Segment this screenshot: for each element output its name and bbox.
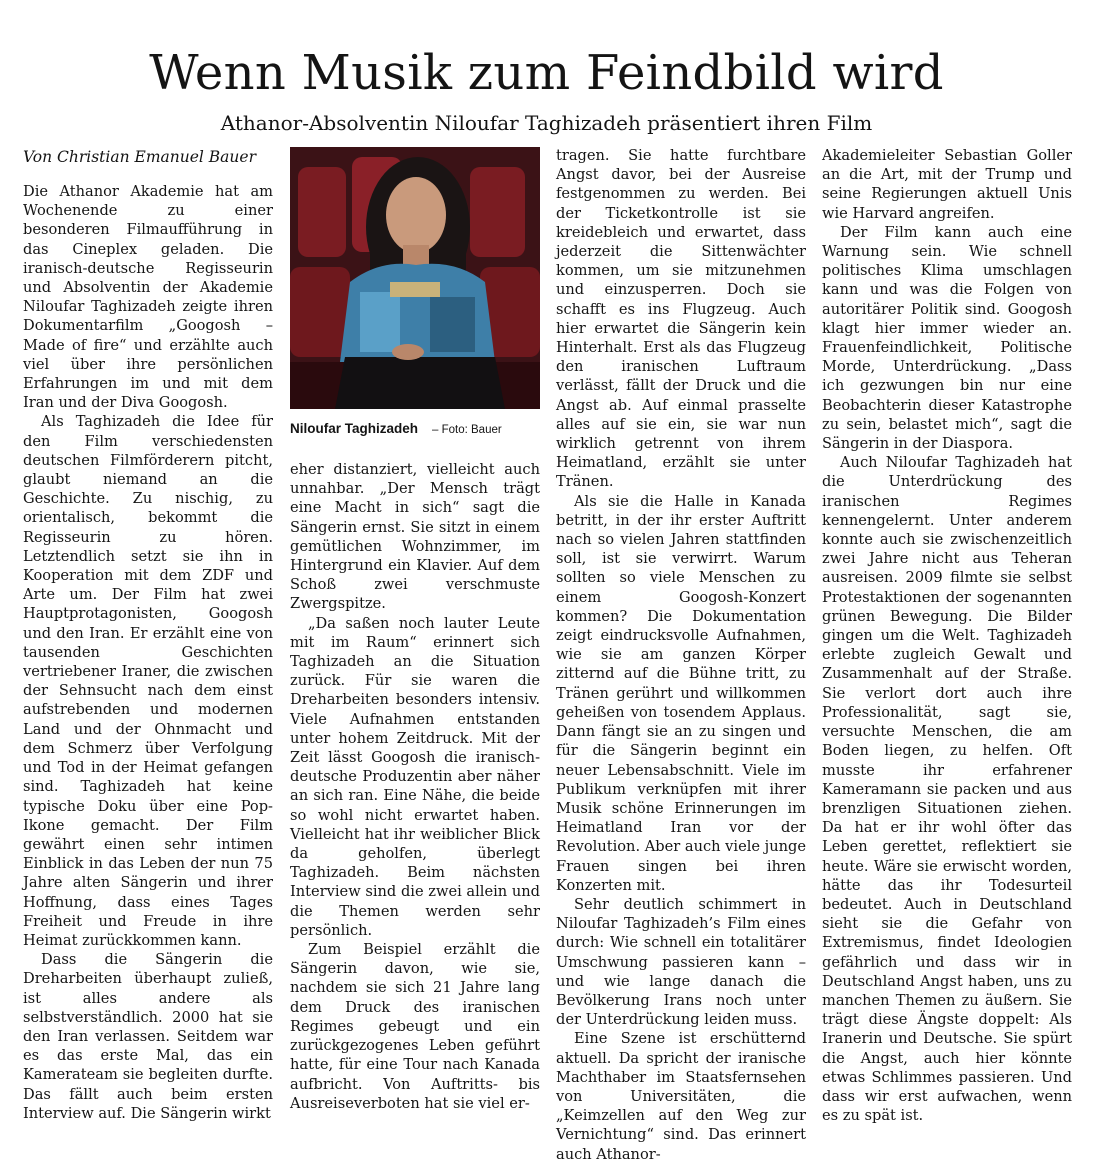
paragraph: Dass die Sängerin die Dreharbeiten überhaupt zuließ, ist alles andere als selbstverständlich. 2000 hat sie den Iran verlassen. Seitdem war es das erste Mal, das ein Kamerateam sie begleiten durfte. Das fällt auch beim ersten Interview auf. Die Sängerin wirkt	[23, 951, 273, 1122]
paragraph: Eine Szene ist erschütternd aktuell. Da spricht der iranische Machthaber im Staatsfernsehen von Universitäten, die „Keimzellen auf den Weg zur Vernichtung“ sind. Das erinnert auch Athanor-	[556, 1030, 806, 1163]
byline: Von Christian Emanuel Bauer	[23, 148, 256, 166]
paragraph: tragen. Sie hatte furchtbare Angst davor, bei der Ausreise festgenommen zu werden. Bei der Ticketkontrolle ist sie kreidebleich und erwartet, dass jederzeit die Sittenwächter kommen, um sie mitzunehmen und einzusperren. Doch sie schafft es ins Flugzeug. Auch hier erwartet die Sängerin kein Hinterhalt. Erst als das Flugzeug den iranischen Luftraum verlässt, fällt der Druck und die Angst ab. Auf einmal prasselte alles auf sie ein, sie war nun wirklich getrennt von ihrem Heimatland, erzählt sie unter Tränen.	[556, 147, 806, 491]
article-column-3	[556, 146, 806, 1164]
paragraph: Als Taghizadeh die Idee für den Film verschiedensten deutschen Filmförderern pitcht, glaubt niemand an die Geschichte. Zu nischig, zu orientalisch, bekommt die Regisseurin zu hören. Letztendlich setzt sie ihn in Kooperation mit dem ZDF und Arte um. Der Film hat zwei Hauptprotagonisten, Googosh und den Iran. Er erzählt eine von tausenden Geschichten vertriebener Iraner, die zwischen der Sehnsucht nach dem einst aufstrebenden und modernen Land und der Ohnmacht und dem Schmerz über Verfolgung und Tod in der Heimat gefangen sind. Taghizadeh hat keine typische Doku über eine Pop-Ikone gemacht. Der Film gewährt einen sehr intimen Einblick in das Leben der nun 75 Jahre alten Sängerin und ihrer Hoffnung, dass eines Tages Freiheit und Freude in ihre Heimat zurückkommen kann.	[23, 413, 273, 949]
paragraph: „Da saßen noch lauter Leute mit im Raum“ erinnert sich Taghizadeh an die Situation zurück. Für sie waren die Dreharbeiten besonders intensiv. Viele Aufnahmen entstanden unter hohem Zeitdruck. Mit der Zeit lässt Googosh die iranisch-deutsche Produzentin aber näher an sich ran. Eine Nähe, die beide so wohl nicht erwartet haben. Vielleicht hat ihr weiblicher Blick da geholfen, überlegt Taghizadeh. Beim nächsten Interview sind die zwei allein und die Themen werden sehr persönlich.	[290, 614, 540, 939]
paragraph: Die Athanor Akademie hat am Wochenende zu einer besonderen Filmaufführung in das Cineplex geladen. Die iranisch-deutsche Regisseurin und Absolventin der Akademie Niloufar Taghizadeh zeigte ihren Dokumentarfilm „Googosh – Made of fire“ und erzählte auch viel über ihre persönlichen Erfahrungen im und mit dem Iran und der Diva Googosh.	[23, 183, 273, 412]
paragraph: Als sie die Halle in Kanada betritt, in der ihr erster Auftritt nach so vielen Jahren stattfinden soll, ist sie verwirrt. Warum sollten so viele Menschen zu einem Googosh-Konzert kommen? Die Dokumentation zeigt eindrucksvolle Aufnahmen, wie sie am ganzen Körper zitternd auf die Bühne tritt, zu Tränen gerührt und willkommen geheißen von tosendem Applaus. Dann fängt sie an zu singen und für die Sängerin beginnt ein neuer Lebensabschnitt. Viele im Publikum verknüpfen mit ihrer Musik schöne Erinnerungen im Heimatland Iran vor der Revolution. Aber auch viele junge Frauen singen bei ihren Konzerten mit.	[556, 492, 806, 894]
portrait-photo	[290, 147, 540, 409]
portrait-illustration	[290, 147, 540, 409]
caption-name: Niloufar Taghizadeh	[290, 421, 419, 436]
paragraph: Sehr deutlich schimmert in Niloufar Taghizadeh’s Film eines durch: Wie schnell ein totalitärer Umschwung passieren kann – und wie lange danach die Bevölkerung Irans noch unter der Unterdrückung leiden muss.	[556, 895, 806, 1029]
article-column-1	[23, 182, 273, 1123]
paragraph: Auch Niloufar Taghizadeh hat die Unterdrückung des iranischen Regimes kennengelernt. Unter anderem konnte auch sie zwischenzeitlich zwei Jahre nicht aus Teheran ausreisen. 2009 filmte sie selbst Protestaktionen der sogenannten grünen Bewegung. Die Bilder gingen um die Welt. Taghizadeh erlebte zugleich Gewalt und Zusammenhalt auf der Straße. Sie verlort dort auch ihre Professionalität, sagt sie, versuchte Menschen, die am Boden liegen, zu helfen. Oft musste ihr erfahrener Kameramann sie packen und aus brenzligen Situationen ziehen. Da hat er ihr wohl öfter das Leben gerettet, reflektiert sie heute. Wäre sie erwischt worden, hätte das ihr Todesurteil bedeutet. Auch in Deutschland sieht sie die Gefahr von Extremismus, findet Ideologien gefährlich und dass wir in Deutschland Angst haben, uns zu manchen Themen zu äußern. Sie trägt diese Ängste doppelt: Als Iranerin und Deutsche. Sie spürt die Angst, auch hier könnte etwas Schlimmes passieren. Und dass wir erst aufwachen, wenn es zu spät ist.	[822, 454, 1072, 1125]
paragraph: Der Film kann auch eine Warnung sein. Wie schnell politisches Klima umschlagen kann und was die Folgen von autoritärer Politik sind. Googosh klagt hier immer wieder an. Frauenfeindlichkeit, Politische Morde, Unterdrückung. „Dass ich gezwungen bin nur eine Beobachterin dieser Katastrophe zu sein, belastet mich“, sagt die Sängerin in der Diaspora.	[822, 223, 1072, 453]
subheadline: Athanor-Absolventin Niloufar Taghizadeh präsentiert ihren Film	[220, 111, 873, 135]
paragraph: Akademieleiter Sebastian Goller an die Art, mit der Trump und seine Regierungen aktuell Unis wie Harvard angreifen.	[822, 147, 1072, 222]
paragraph: eher distanziert, vielleicht auch unnahbar. „Der Mensch trägt eine Macht in sich“ sagt die Sängerin ernst. Sie sitzt in einem gemütlichen Wohnzimmer, im Hintergrund ein Klavier. Auf dem Schoß zwei verschmuste Zwergspitze.	[290, 461, 540, 613]
headline: Wenn Musik zum Feindbild wird	[149, 45, 944, 101]
caption-credit: – Foto: Bauer	[432, 424, 502, 436]
article-column-2	[290, 460, 540, 1113]
article-column-4	[822, 146, 1072, 1125]
paragraph: Zum Beispiel erzählt die Sängerin davon, wie sie, nachdem sie sich 21 Jahre lang dem Druck des iranischen Regimes gebeugt und ein zurückgezogenes Leben geführt hatte, für eine Tour nach Kanada aufbricht. Von Auftritts- bis Ausreiseverboten hat sie viel er-	[290, 941, 540, 1112]
photo-caption	[290, 420, 550, 439]
